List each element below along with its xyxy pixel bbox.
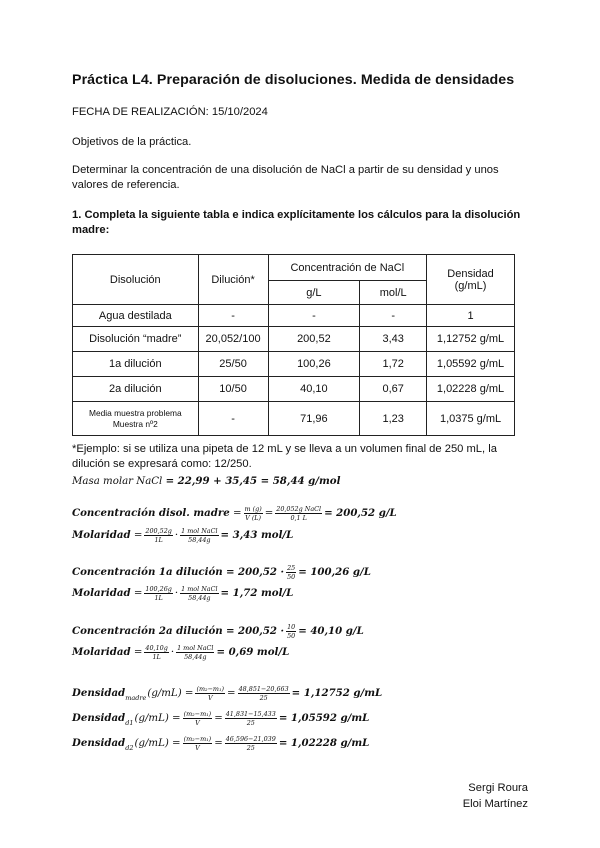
footnote: *Ejemplo: si se utiliza una pipeta de 12 mL y se lleva a un volumen final de 250 mL, la dilución se expresará como: 12/250. [72,443,497,470]
header-dilucion: Dilución* [198,255,268,305]
eq-lhs: Concentración disol. madre [72,507,230,519]
header-moll: mol/L [360,281,427,305]
eq-result: = 22,99 + 35,45 = 58,44 g/mol [165,475,341,487]
eq-mol-2a: Molaridad = $\frac{40,10g}{1L}$ · $\frac{\text{1 mol NaCl}}{58,44g}$ = 0,69 mol/L [72,643,290,661]
eq-mol-1a: Molaridad = $\frac{100,26g}{1L}$ · $\frac{\text{1 mol NaCl}}{58,44g}$ = 1,72 mol/L [72,584,294,602]
eq-lhs: Densidad [72,737,126,749]
cell-densidad: 1,12752 g/mL [427,327,515,352]
fraction: $\frac{41,831-15,433}{25}$ [225,709,276,727]
eq-lhs: Densidad [72,687,126,699]
eq-conc-1a: Concentración 1a dilución = 200,52 · $\frac{25}{50}$ = 100,26 g/L [72,563,371,581]
table-row [73,377,515,402]
cell-gl: 200,52 [268,327,360,352]
author-1: Sergi Roura [468,782,528,794]
table-row [73,402,515,436]
table-row [73,305,515,327]
fraction: $\frac{\text{1 mol NaCl}}{58,44g}$ [177,643,214,661]
eq-mol-madre: Molaridad = $\frac{200,52g}{1L}$ · $\frac{\text{1 mol NaCl}}{58,44g}$ = 3,43 mol/L [72,526,294,544]
eq-result: = 1,02228 g/mL [278,737,370,749]
cell-moll: 0,67 [360,377,427,402]
eq-lhs: Masa molar NaCl [72,475,163,487]
cell-densidad: 1,0375 g/mL [427,402,515,436]
cell-disolucion [73,402,199,436]
cell-disolucion-line2: Muestra nº2 [112,418,158,429]
cell-moll: 3,43 [360,327,427,352]
eq-masa-molar [72,470,340,492]
eq-conc-2a: Concentración 2a dilución = 200,52 · $\frac{10}{50}$ = 40,10 g/L [72,622,364,640]
eq-result: = 200,52 g/L [324,507,397,519]
results-table [72,254,515,436]
fraction: $\frac{100,26g}{1L}$ [145,584,172,602]
page-title: Práctica L4. Preparación de disoluciones. Medida de densidades [72,72,515,88]
cell-disolucion: Agua destilada [73,305,199,327]
cell-gl: 100,26 [268,352,360,377]
cell-densidad: 1,02228 g/mL [427,377,515,402]
header-disolucion: Disolución [73,255,199,305]
cell-dilucion: 25/50 [198,352,268,377]
fraction: $\frac{40,10g}{1L}$ [145,643,168,661]
cell-moll: 1,23 [360,402,427,436]
fraction: $\frac{46,596-21,039}{25}$ [225,734,276,752]
eq-lhs: Molaridad [72,646,131,658]
fraction: $\frac{m (g)}{V (L)}$ [244,504,262,522]
cell-dilucion: - [198,305,268,327]
eq-result: = 3,43 mol/L [220,529,294,541]
cell-densidad: 1 [427,305,515,327]
cell-disolucion: 1a dilución [73,352,199,377]
cell-gl: 71,96 [268,402,360,436]
cell-moll: 1,72 [360,352,427,377]
cell-moll: - [360,305,427,327]
fraction: $\frac{\text{(m₂−m₁)}}{V}$ [183,734,212,752]
cell-disolucion: 2a dilución [73,377,199,402]
cell-disolucion-line1: Media muestra problema [88,407,182,418]
table-row [73,327,515,352]
fraction: $\frac{\text{1 mol NaCl}}{58,44g}$ [181,526,218,544]
eq-result: = 1,05592 g/mL [278,712,370,724]
eq-result: = 1,12752 g/mL [291,687,383,699]
eq-lhs: Molaridad [72,587,131,599]
eq-dens-d2: Densidad d2 (g/mL) = $\frac{\text{(m₂−m₁)}}{V}$ = $\frac{46,596-21,039}{25}$ = 1,02228 g/mL [72,734,370,752]
cell-dilucion: - [198,402,268,436]
eq-lhs: Concentración 1a dilución [72,566,223,578]
cell-disolucion: Disolución “madre” [73,327,199,352]
cell-densidad: 1,05592 g/mL [427,352,515,377]
fraction: $\frac{\text{(m₂−m₁)}}{V}$ [183,709,212,727]
fraction: $\frac{48,851-20,663}{25}$ [238,684,289,702]
table-row [73,352,515,377]
cell-gl: 40,10 [268,377,360,402]
header-densidad: Densidad (g/mL) [427,255,515,305]
eq-conc-madre: Concentración disol. madre = $\frac{m (g)}{V (L)}$ = $\frac{\text{20,052g NaCl}}{0,1 L}$ = 200,52 g/L [72,504,397,522]
fraction: $\frac{200,52g}{1L}$ [145,526,172,544]
eq-dens-madre: Densidad madre (g/mL) = $\frac{\text{(m₂−m₁)}}{V}$ = $\frac{48,851-20,663}{25}$ = 1,12752 g/mL [72,684,383,702]
eq-result: = 40,10 g/L [298,625,364,637]
eq-result: = 1,72 mol/L [220,587,294,599]
cell-dilucion: 10/50 [198,377,268,402]
objetivos-heading: Objetivos de la práctica. [72,136,192,148]
header-gl: g/L [268,281,360,305]
fraction: $\frac{\text{(m₂−m₁)}}{V}$ [196,684,225,702]
fraction: $\frac{10}{50}$ [287,622,296,640]
section-1-heading: 1. Completa la siguiente tabla e indica explícitamente los cálculos para la disolución madre: [72,209,521,236]
authors [463,780,528,812]
eq-dens-d1: Densidad d1 (g/mL) = $\frac{\text{(m₂−m₁)}}{V}$ = $\frac{41,831-15,433}{25}$ = 1,05592 g/mL [72,709,370,727]
fraction: $\frac{25}{50}$ [287,563,296,581]
eq-lhs: Molaridad [72,529,131,541]
eq-result: = 0,69 mol/L [216,646,290,658]
header-concentracion: Concentración de NaCl [268,255,427,281]
fraction: $\frac{\text{1 mol NaCl}}{58,44g}$ [181,584,218,602]
fecha-realizacion: FECHA DE REALIZACIÓN: 15/10/2024 [72,106,268,118]
objetivo-text: Determinar la concentración de una disolución de NaCl a partir de su densidad y unos valores de referencia. [72,164,499,191]
author-2: Eloi Martínez [462,798,528,810]
cell-gl: - [268,305,360,327]
eq-result: = 100,26 g/L [298,566,371,578]
eq-lhs: Concentración 2a dilución [72,625,223,637]
eq-lhs: Densidad [72,712,126,724]
cell-dilucion: 20,052/100 [198,327,268,352]
fraction: $\frac{\text{20,052g NaCl}}{0,1 L}$ [276,504,322,522]
